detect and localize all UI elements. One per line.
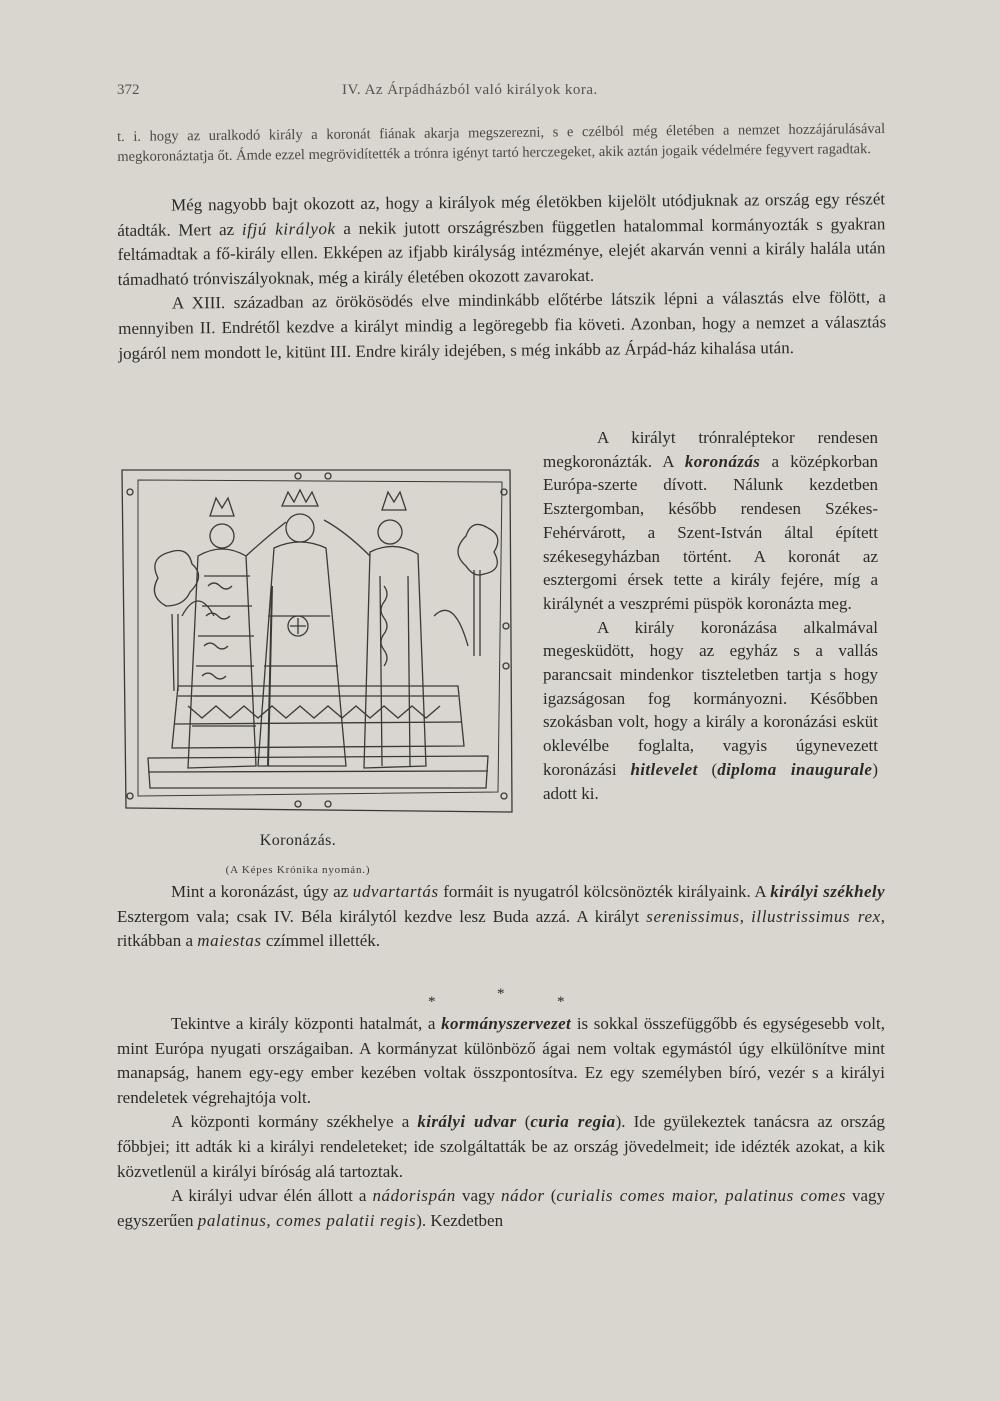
emphasis: illustrissimus rex bbox=[751, 906, 881, 926]
coronation-woodcut bbox=[118, 466, 516, 832]
text-block-3 bbox=[117, 1012, 885, 1233]
text-block-2 bbox=[117, 880, 885, 954]
asterisk: * bbox=[557, 994, 565, 1010]
paragraph: A királyi udvar élén állott a nádorispán vagy nádor (curialis comes maior, palatinus comes vagy egyszerűen palatinus, comes palatii regis). Kezdetben bbox=[117, 1186, 885, 1230]
emphasis: királyi székhely bbox=[770, 882, 885, 901]
emphasis: diploma inaugurale bbox=[717, 759, 873, 779]
emphasis: nádor bbox=[501, 1186, 545, 1206]
paragraph: Még nagyobb bajt okozott az, hogy a királyok még életökben kijelölt utódjuknak az ország egy részét átadták. Mert az ifjú királyok a nekik jutott országrészben független hatalommal kormányozták s gyakran feltámadtak a fő-király ellen. Ekképen az ifjabb királyság intézménye, elejét akarván venni a király halála után támadható trónviszályoknak, még a király életében okozott zavarokat. bbox=[117, 189, 886, 289]
paragraph: A központi kormány székhelye a királyi udvar (curia regia). Ide gyülekeztek tanácsra az ország főbbjei; itt adták ki a királyi rendeleteket; ide szolgáltatták be az ország jövedelmeit; ide idézték azokat, a kik közvetlenül a királyi bíróság alá tartoztak. bbox=[117, 1112, 885, 1181]
paragraph: A király koronázása alkalmával megesküdött, hogy az egyház s a vallás parancsait mindenkor tiszteletben tartja s hogy igazságosan fog kormányozni. Későbben szokásban volt, hogy a király a koronázási esküt oklevélbe foglalta, vagyis úgynevezett koronázási hitlevelet (diploma inaugurale) adott ki. bbox=[543, 617, 879, 803]
page-header bbox=[117, 82, 887, 108]
emphasis: maiestas bbox=[197, 931, 262, 951]
emphasis: serenissimus bbox=[646, 906, 740, 926]
figure-source: (A Képes Krónika nyomán.) bbox=[225, 864, 371, 876]
paragraph: A XIII. században az örökösödés elve mindinkább előtérbe látszik lépni a választás elve fölött, a mennyiben II. Endrétől kezdve a királyt mindig a legöregebb fia követi. Azonban, hogy a nemzet a választás jogáról nem mondott le, kitünt III. Endre király idejében, s még inkább az Árpád-ház kihalása után. bbox=[118, 287, 887, 363]
asterisk: * bbox=[497, 986, 505, 1002]
small-print-paragraph: t. i. hogy az uralkodó király a koronát fiának akarja megszerezni, s e czélból még életében a nemzet hozzájárulásával megkoronáztatja őt. Ámde ezzel megrövidítették a trónra igényt tartó herczegeket, akik aztán jogaik védelmére fegyvert ragadtak. bbox=[117, 120, 886, 165]
emphasis: kormányszervezet bbox=[441, 1014, 572, 1033]
figure-caption: Koronázás. bbox=[259, 832, 337, 849]
paragraph: A királyt trónraléptekor rendesen megkoronázták. A koronázás a középkorban Európa-szerte dívott. Nálunk kezdetben Esztergomban, később rendesen Székes-Fehérvárott, a Szent-István által épített székesegyházban történt. A koronát az esztergomi érsek tette a király fejére, míg a királynét a veszprémi püspök koronázta meg. bbox=[543, 428, 878, 613]
text-column-beside-figure bbox=[543, 426, 878, 805]
paragraph: Mint a koronázást, úgy az udvartartás formáit is nyugatról kölcsönözték királyaink. A királyi székhely Esztergom vala; csak IV. Béla királytól kezdve lesz Buda azzá. A királyt serenissimus, illustrissimus rex, ritkábban a maiestas czímmel illették. bbox=[117, 882, 885, 951]
emphasis: udvartartás bbox=[352, 882, 439, 901]
section-separator bbox=[117, 986, 885, 1008]
emphasis: curia regia bbox=[530, 1112, 616, 1132]
emphasis: koronázás bbox=[684, 451, 761, 471]
emphasis: nádorispán bbox=[372, 1186, 456, 1206]
emphasis: ifjú királyok bbox=[241, 218, 336, 239]
emphasis: királyi udvar bbox=[417, 1112, 517, 1132]
paragraph: Tekintve a király központi hatalmát, a kormányszervezet is sokkal összefüggőbb és egységesebb volt, mint Európa nyugati országaiban. A kormányzat különböző ágai nem voltak egymástól úgy elkülönítve mint manapság, hanem egy-egy ember kezében voltak összpontosítva. Ez egy személyben bíró, vezér s a királyi rendeletek végrehajtója volt. bbox=[117, 1014, 885, 1107]
asterisk: * bbox=[428, 994, 436, 1010]
coronation-illustration bbox=[118, 466, 516, 832]
text-block-1 bbox=[117, 187, 886, 366]
page-number: 372 bbox=[117, 82, 140, 98]
emphasis: hitlevelet bbox=[630, 759, 698, 779]
emphasis: curialis comes maior, palatinus comes bbox=[556, 1186, 846, 1206]
running-title: IV. Az Árpádházból való királyok kora. bbox=[342, 82, 598, 98]
emphasis: palatinus, comes palatii regis bbox=[197, 1210, 417, 1230]
